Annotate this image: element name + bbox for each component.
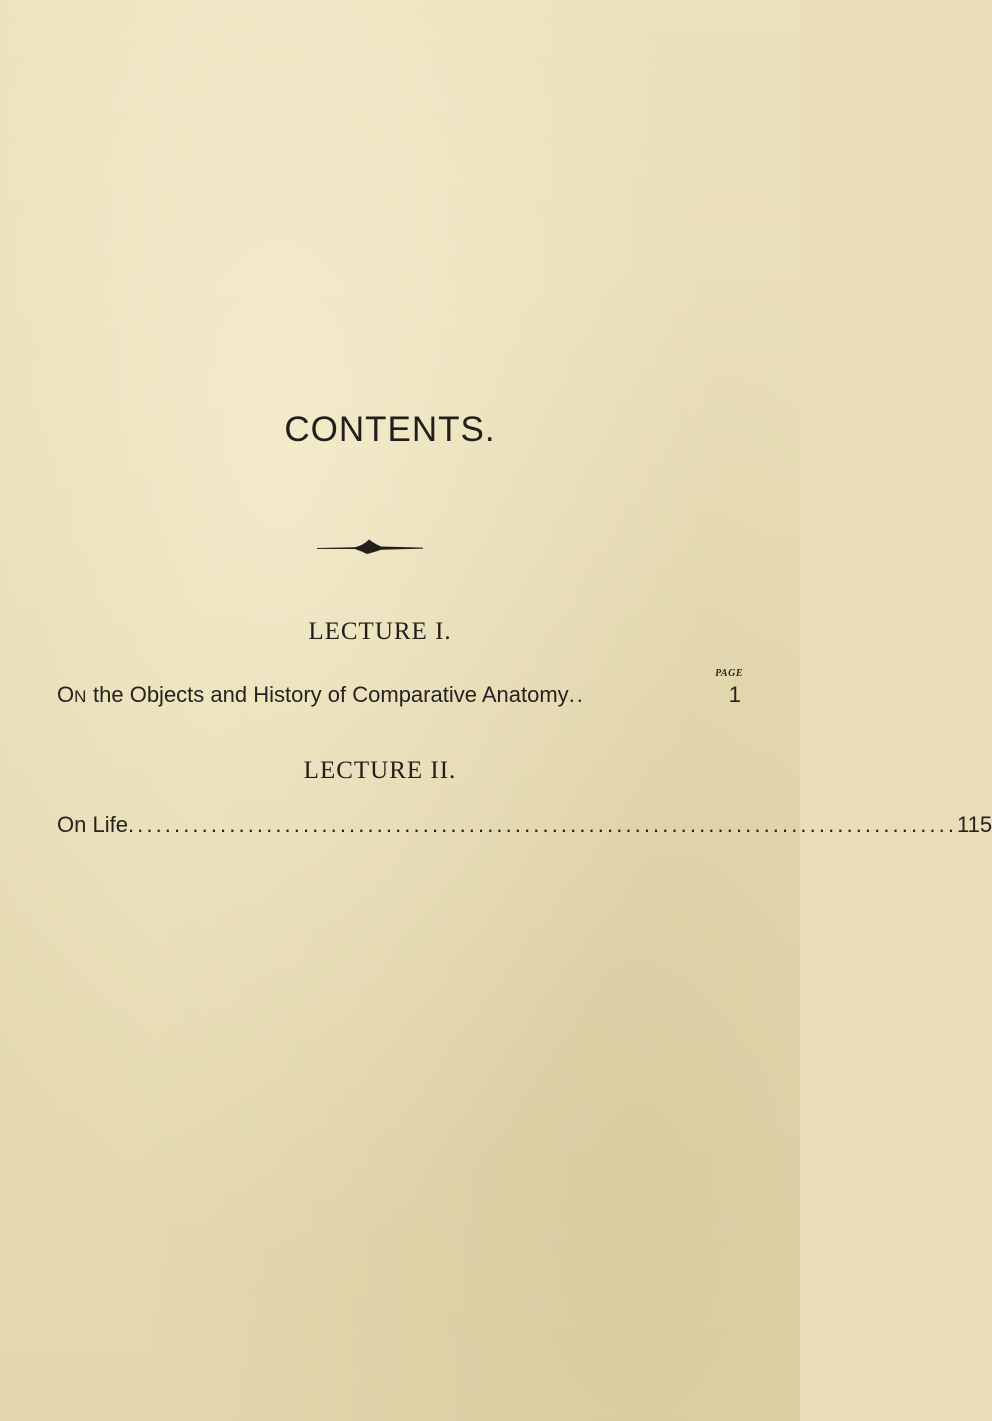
toc-entry-lecture-2[interactable] <box>57 812 992 838</box>
lecture-2-heading: LECTURE II. <box>303 757 457 784</box>
toc-entry-lecture-1[interactable] <box>57 682 741 708</box>
dot-leader: .. <box>568 682 585 707</box>
printers-rule-ornament-icon <box>317 538 423 558</box>
lecture-1-heading: LECTURE I. <box>308 618 452 645</box>
toc-page-number: 1 <box>728 682 741 707</box>
page-column-label: PAGE <box>715 668 743 679</box>
dot-leader: .......................................................................................... <box>127 812 958 837</box>
toc-entry-title: On Life <box>57 812 128 837</box>
toc-entry-title: ON the Objects and History of Comparative Anatomy <box>57 682 569 707</box>
page-title: CONTENTS. <box>284 410 496 449</box>
toc-page-number: 115 <box>957 812 992 837</box>
